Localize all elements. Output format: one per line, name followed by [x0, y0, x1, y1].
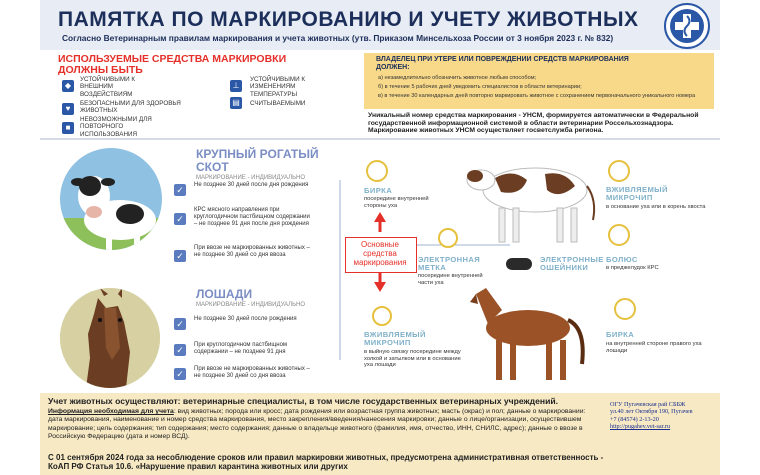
check-icon: ✓	[174, 318, 186, 330]
page-title: ПАМЯТКА ПО МАРКИРОВАНИЮ И УЧЕТУ ЖИВОТНЫХ	[58, 8, 639, 31]
cattle-rule: При ввозе не маркированных животных – не позднее 30 дней со дня ввоза	[194, 245, 310, 258]
check-icon: ✓	[174, 368, 186, 380]
cow-photo	[60, 148, 162, 250]
horse-illustration	[468, 284, 598, 384]
cattle-rule: Не позднее 30 дней после дня рождения	[194, 182, 309, 188]
divider	[40, 138, 720, 140]
info-text: : вид животных; порода или кросс; дата рождения или возрастная группа животных; масть (окрас) и пол; данные о маркировании: дата маркирования, наименование и номер средства маркирования, место закрепления/введения/нанесения маркировки; данные о лице/организации, осуществившем маркирование; цель содержания; тип содержания; место содержания; данные о владельце животного (фамилия, имя, отчество, ИНН, СНИЛС, адрес); данные о ввозе в Российскую Федерацию (дата и номер ВСД).	[48, 408, 586, 441]
check-icon: ✓	[174, 344, 186, 356]
lock-icon: ■	[62, 122, 74, 134]
feature-text: УСТОЙЧИВЫМИ К ИЗМЕНЕНИЯМ ТЕМПЕРАТУРЫ	[250, 76, 306, 98]
method-htag-desc: на внутренней стороне правого уха лошади	[606, 341, 702, 354]
horse-tag-icon	[614, 298, 636, 320]
chip-icon	[608, 160, 630, 182]
horses-title: ЛОШАДИ	[196, 287, 253, 301]
horses-rule: При круглогодичном пастбищном содержании – не позднее 91 дня	[194, 342, 288, 355]
method-chip-title: ВЖИВЛЯЕМЫЙ МИКРОЧИП	[606, 185, 668, 202]
method-etag-desc: посередине внутренней части уха	[418, 273, 483, 286]
accounting-who: Учет животных осуществляют: ветеринарные специалисты, в том числе государственных ветеринарных учреждений.	[48, 396, 559, 406]
contact-block	[610, 401, 716, 431]
method-chip-desc: в основание уха или в корень хвоста	[606, 204, 706, 210]
owner-item: б) в течение 5 рабочих дней уведомить специалистов в области ветеринарии;	[378, 84, 582, 90]
accounting-info	[48, 408, 600, 442]
bolus-icon	[608, 224, 630, 246]
horses-rule: Не позднее 30 дней после рождения	[194, 316, 297, 322]
owner-item: в) в течение 30 календарных дней повторно маркировать животное с сохранением первоначального уникального номера	[378, 93, 696, 99]
method-etag-title: ЭЛЕКТРОННАЯ МЕТКА	[418, 255, 481, 272]
method-tag-desc: посередине внутренней стороны уха	[364, 196, 429, 209]
owner-item: а) незамедлительно обозначить животное любым способом;	[378, 75, 537, 81]
contact-address: ул.40 лет Октября 190, Пугачев	[610, 408, 693, 416]
tag-icon	[366, 160, 388, 182]
cattle-title-line2: СКОТ	[196, 160, 229, 174]
owner-title: ВЛАДЕЛЕЦ ПРИ УТЕРЕ ИЛИ ПОВРЕЖДЕНИИ СРЕДСТВ МАРКИРОВАНИЯ ДОЛЖЕН:	[376, 56, 629, 71]
method-bolus-desc: в преджелудок КРС	[606, 265, 659, 271]
method-bolus-title: БОЛЮС	[606, 255, 638, 264]
feature-text: СЧИТЫВАЕМЫМИ	[250, 100, 306, 107]
feature-text: НЕВОЗМОЖНЫМИ ДЛЯ ПОВТОРНОГО ИСПОЛЬЗОВАНИЯ	[80, 116, 152, 138]
heart-icon: ♥	[62, 103, 74, 115]
contact-org: ОГУ Пугачевская рай СББЖ	[610, 401, 686, 408]
contact-phone: +7 (84574) 2-13-20	[610, 415, 659, 423]
page-subtitle: Согласно Ветеринарным правилам маркирования и учета животных (утв. Приказом Минсельхоза России от 3 ноября 2023 г. № 832)	[62, 33, 614, 43]
scan-icon: ▤	[230, 97, 242, 109]
method-hchip-title: ВЖИВЛЯЕМЫЙ МИКРОЧИП	[364, 330, 426, 347]
check-icon: ✓	[174, 184, 186, 196]
horse-photo	[60, 288, 160, 388]
unsm-note: Уникальный номер средства маркирования - УНСМ, формируется автоматически в Федеральной государственной информационной системой в области ветеринарии Россельхознадзора. Маркирование животных УНСМ осуществляет госветслужба региона.	[368, 112, 699, 135]
method-htag-title: БИРКА	[606, 330, 635, 339]
check-icon: ✓	[174, 250, 186, 262]
info-label: Информация необходимая для учета	[48, 408, 174, 415]
collar-icon	[506, 258, 532, 270]
horses-marking: МАРКИРОВАНИЕ - ИНДИВИДУАЛЬНО	[196, 302, 306, 308]
cattle-marking: МАРКИРОВАНИЕ - ИНДИВИДУАЛЬНО	[196, 175, 306, 181]
method-hchip-desc: в выйную связку посередине между холкой и затылком или в основание уха лошади	[364, 349, 461, 369]
vet-emblem-logo	[664, 3, 710, 49]
cattle-title-line1: КРУПНЫЙ РОГАТЫЙ	[196, 147, 319, 161]
method-collar-title: ЭЛЕКТРОННЫЕ ОШЕЙНИКИ	[540, 255, 604, 272]
cow-illustration	[455, 150, 605, 250]
cattle-rule: КРС мясного направления при круглогодичном пастбищном содержании – не позднее 91 дня после дня рождения	[194, 207, 310, 227]
method-tag-title: БИРКА	[364, 186, 393, 195]
horse-chip-icon	[372, 306, 392, 326]
check-icon: ✓	[174, 213, 186, 225]
shield-icon: ◆	[62, 80, 74, 92]
thermometer-icon: ⊥	[230, 80, 242, 92]
feature-text: БЕЗОПАСНЫМИ ДЛЯ ЗДОРОВЬЯ ЖИВОТНЫХ	[80, 100, 181, 115]
liability-note: С 01 сентября 2024 года за несоблюдение сроков или правил маркировки животных, предусмотрена административная ответственность - КоАП РФ Статья 10.6. «Нарушение правил карантина животных или других	[48, 453, 604, 471]
feature-text: УСТОЙЧИВЫМИ К ВНЕШНИМ ВОЗДЕЙСТВИЯМ	[80, 76, 136, 98]
horses-rule: При ввозе не маркированных животных – не позднее 30 дней со дня ввоза	[194, 366, 310, 379]
tools-title: ИСПОЛЬЗУЕМЫЕ СРЕДСТВА МАРКИРОВКИ ДОЛЖНЫ БЫТЬ	[58, 53, 287, 76]
center-label: Основные средства маркирования	[353, 240, 407, 267]
contact-site-link[interactable]: http://pugahev.vet-sar.ru	[610, 423, 671, 431]
